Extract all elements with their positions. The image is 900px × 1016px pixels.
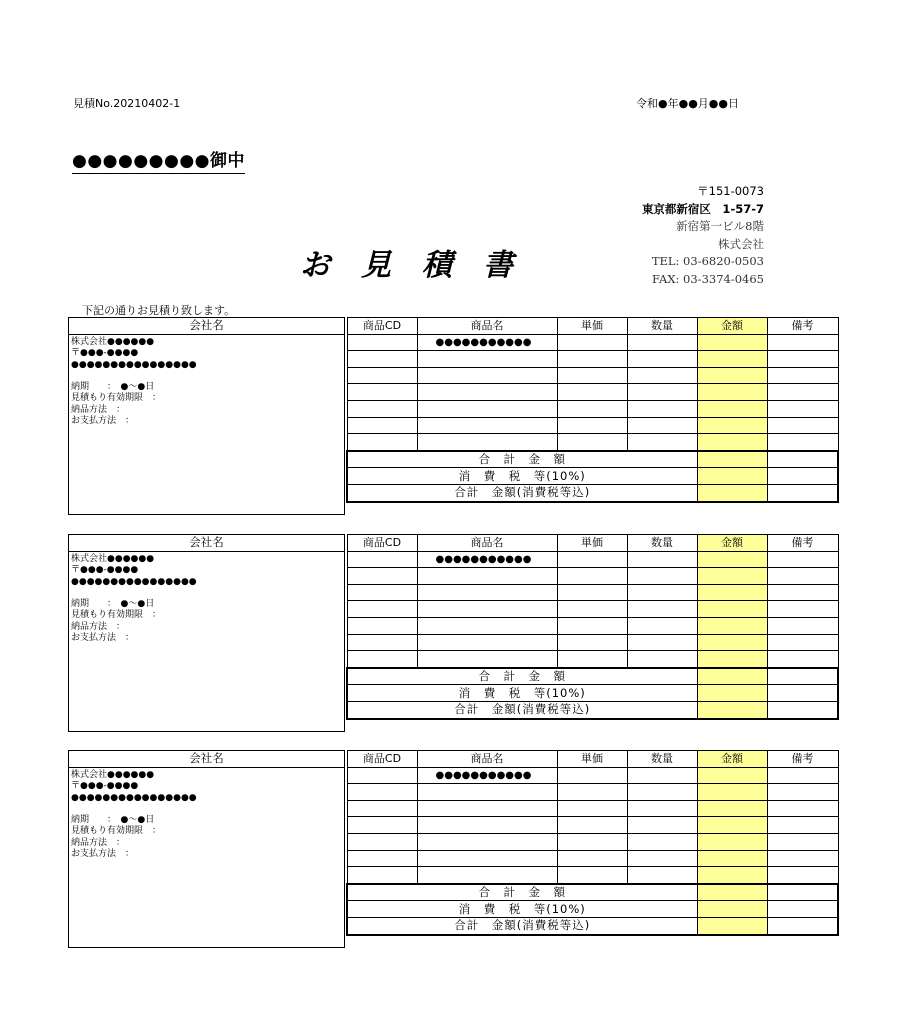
grand-total-remarks[interactable] [767,701,838,718]
company-header: 会社名 [69,751,344,768]
item-unit-price-cell[interactable] [557,551,627,568]
customer-company: 株式会社●●●●●● [71,337,155,347]
item-name-cell[interactable]: ●●●●●●●●●●● [417,767,557,784]
item-name-cell[interactable] [417,568,557,585]
item-row [347,417,838,434]
issue-date: 令和●年●●月●●日 [636,97,739,110]
item-amount-cell[interactable] [697,367,767,384]
item-code-cell[interactable] [347,351,417,368]
item-name-cell[interactable] [417,617,557,634]
item-name-cell[interactable] [417,651,557,668]
item-code-cell[interactable] [347,833,417,850]
customer-postal: 〒●●●-●●●● [71,781,139,792]
spacer [71,804,342,815]
item-unit-price-cell[interactable] [557,767,627,784]
item-amount-cell[interactable] [697,400,767,417]
customer-company: 株式会社●●●●●● [71,770,155,780]
item-remarks-cell[interactable] [767,400,838,417]
subtotal-amount[interactable] [697,884,767,901]
item-row [347,767,838,784]
tax-row [347,685,838,702]
tax-remarks[interactable] [767,468,838,485]
item-row [347,817,838,834]
customer-postal: 〒●●●-●●●● [71,348,139,359]
item-code-cell[interactable] [347,867,417,884]
tax-label: 消 費 税 等(10%) [347,468,697,485]
item-name-cell[interactable] [417,800,557,817]
item-quantity-cell[interactable] [627,551,697,568]
item-name-cell[interactable] [417,417,557,434]
item-quantity-cell[interactable] [627,651,697,668]
sender-address: 東京都新宿区 1-57-7 [641,201,764,216]
items-header-row [347,535,838,552]
subtotal-row [347,884,838,901]
item-name-cell[interactable] [417,584,557,601]
item-unit-price-cell[interactable] [557,434,627,451]
item-amount-cell[interactable] [697,817,767,834]
grand-total-row [347,701,838,718]
item-amount-cell[interactable] [697,784,767,801]
item-row [347,850,838,867]
grand-total-label: 合計 金額(消費税等込) [347,917,697,934]
item-row [347,400,838,417]
item-unit-price-cell[interactable] [557,367,627,384]
grand-total-amount[interactable] [697,701,767,718]
header-amount: 金額 [697,751,767,768]
sender-postal: 〒151-0073 [697,184,764,198]
item-name-cell[interactable] [417,817,557,834]
header-quantity: 数量 [627,751,697,768]
item-quantity-cell[interactable] [627,417,697,434]
item-remarks-cell[interactable] [767,833,838,850]
validity-label: 見積もり有効期限 ： [71,393,162,404]
item-code-cell[interactable] [347,551,417,568]
header-quantity: 数量 [627,535,697,552]
payment-method-label: お支払方法 ： [71,416,135,427]
item-name-cell[interactable] [417,601,557,618]
item-remarks-cell[interactable] [767,817,838,834]
item-quantity-cell[interactable] [627,817,697,834]
item-remarks-cell[interactable] [767,767,838,784]
item-row [347,351,838,368]
item-amount-cell[interactable] [697,334,767,351]
customer-info [69,768,344,862]
item-row [347,784,838,801]
item-row [347,384,838,401]
tax-amount[interactable] [697,468,767,485]
item-code-cell[interactable] [347,634,417,651]
payment-method-label: お支払方法 ： [71,633,135,644]
item-amount-cell[interactable] [697,833,767,850]
item-name-cell[interactable] [417,384,557,401]
items-header-row [347,318,838,335]
item-name-cell[interactable]: ●●●●●●●●●●● [417,334,557,351]
item-code-cell[interactable] [347,434,417,451]
item-code-cell[interactable] [347,400,417,417]
item-code-cell[interactable] [347,417,417,434]
item-row [347,584,838,601]
customer-panel [68,750,345,948]
item-code-cell[interactable] [347,850,417,867]
subtotal-remarks[interactable] [767,451,838,468]
item-quantity-cell[interactable] [627,867,697,884]
item-unit-price-cell[interactable] [557,334,627,351]
item-quantity-cell[interactable] [627,400,697,417]
quote-block [68,317,836,517]
grand-total-row [347,484,838,501]
item-quantity-cell[interactable] [627,833,697,850]
tax-amount[interactable] [697,685,767,702]
item-unit-price-cell[interactable] [557,617,627,634]
item-unit-price-cell[interactable] [557,384,627,401]
item-amount-cell[interactable] [697,434,767,451]
grand-total-remarks[interactable] [767,484,838,501]
header-quantity: 数量 [627,318,697,335]
delivery-date-label: 納期 ： ●～●日 [71,382,155,393]
payment-method-label: お支払方法 ： [71,849,135,860]
header-amount: 金額 [697,535,767,552]
item-amount-cell[interactable] [697,551,767,568]
item-amount-cell[interactable] [697,767,767,784]
item-amount-cell[interactable] [697,568,767,585]
tax-row [347,468,838,485]
item-row [347,334,838,351]
item-name-cell[interactable] [417,367,557,384]
item-unit-price-cell[interactable] [557,817,627,834]
subtotal-row [347,668,838,685]
item-row [347,833,838,850]
customer-company: 株式会社●●●●●● [71,554,155,564]
item-unit-price-cell[interactable] [557,417,627,434]
subtotal-remarks[interactable] [767,884,838,901]
item-unit-price-cell[interactable] [557,784,627,801]
item-name-cell[interactable] [417,400,557,417]
item-unit-price-cell[interactable] [557,833,627,850]
item-code-cell[interactable] [347,651,417,668]
item-name-cell[interactable] [417,850,557,867]
item-quantity-cell[interactable] [627,367,697,384]
header-amount: 金額 [697,318,767,335]
header-product-name: 商品名 [417,535,557,552]
item-code-cell[interactable] [347,817,417,834]
item-quantity-cell[interactable] [627,850,697,867]
subtotal-row [347,451,838,468]
sender-building: 新宿第一ビル8階 [676,219,764,233]
item-amount-cell[interactable] [697,850,767,867]
tax-amount[interactable] [697,901,767,918]
item-row [347,434,838,451]
subtotal-amount[interactable] [697,451,767,468]
item-amount-cell[interactable] [697,867,767,884]
customer-postal: 〒●●●-●●●● [71,565,139,576]
tax-remarks[interactable] [767,685,838,702]
item-quantity-cell[interactable] [627,351,697,368]
item-remarks-cell[interactable] [767,867,838,884]
item-remarks-cell[interactable] [767,568,838,585]
item-unit-price-cell[interactable] [557,634,627,651]
item-quantity-cell[interactable] [627,767,697,784]
item-amount-cell[interactable] [697,417,767,434]
quote-block [68,534,836,734]
item-code-cell[interactable] [347,584,417,601]
grand-total-label: 合計 金額(消費税等込) [347,701,697,718]
item-name-cell[interactable] [417,867,557,884]
item-quantity-cell[interactable] [627,601,697,618]
intro-text: 下記の通りお見積り致します。 [82,304,236,317]
customer-address: ●●●●●●●●●●●●●●●● [71,576,197,587]
grand-total-row [347,917,838,934]
item-quantity-cell[interactable] [627,617,697,634]
delivery-method-label: 納品方法 ： [71,837,126,848]
sender-block [560,183,764,288]
item-row [347,568,838,585]
item-code-cell[interactable] [347,784,417,801]
header-remarks: 備考 [767,318,838,335]
header-product-code: 商品CD [347,318,417,335]
customer-address: ●●●●●●●●●●●●●●●● [71,792,197,803]
item-name-cell[interactable] [417,634,557,651]
item-code-cell[interactable] [347,334,417,351]
item-code-cell[interactable] [347,767,417,784]
grand-total-amount[interactable] [697,917,767,934]
item-unit-price-cell[interactable] [557,568,627,585]
recipient-name: ●●●●●●●●●御中 [72,146,245,174]
item-unit-price-cell[interactable] [557,400,627,417]
item-remarks-cell[interactable] [767,384,838,401]
customer-info [69,335,344,429]
item-code-cell[interactable] [347,800,417,817]
item-name-cell[interactable] [417,434,557,451]
header-product-code: 商品CD [347,751,417,768]
estimate-number: 見積No.20210402-1 [73,97,181,110]
item-unit-price-cell[interactable] [557,867,627,884]
item-row [347,601,838,618]
item-amount-cell[interactable] [697,384,767,401]
item-remarks-cell[interactable] [767,784,838,801]
item-unit-price-cell[interactable] [557,351,627,368]
item-amount-cell[interactable] [697,351,767,368]
company-header: 会社名 [69,535,344,552]
item-remarks-cell[interactable] [767,634,838,651]
item-remarks-cell[interactable] [767,417,838,434]
item-code-cell[interactable] [347,384,417,401]
item-quantity-cell[interactable] [627,584,697,601]
item-remarks-cell[interactable] [767,367,838,384]
tax-label: 消 費 税 等(10%) [347,685,697,702]
header-remarks: 備考 [767,535,838,552]
item-name-cell[interactable] [417,351,557,368]
item-unit-price-cell[interactable] [557,800,627,817]
subtotal-amount[interactable] [697,668,767,685]
subtotal-remarks[interactable] [767,668,838,685]
grand-total-remarks[interactable] [767,917,838,934]
item-amount-cell[interactable] [697,800,767,817]
subtotal-label: 合 計 金 額 [347,668,697,685]
item-amount-cell[interactable] [697,617,767,634]
item-row [347,634,838,651]
item-row [347,800,838,817]
delivery-date-label: 納期 ： ●～●日 [71,815,155,826]
item-name-cell[interactable] [417,784,557,801]
item-quantity-cell[interactable] [627,800,697,817]
quote-block [68,750,836,950]
customer-address: ●●●●●●●●●●●●●●●● [71,359,197,370]
sender-tel: TEL: 03-6820-0503 [651,254,764,268]
subtotal-label: 合 計 金 額 [347,884,697,901]
item-row [347,551,838,568]
item-unit-price-cell[interactable] [557,651,627,668]
sender-fax: FAX: 03-3374-0465 [652,271,764,286]
item-quantity-cell[interactable] [627,384,697,401]
item-remarks-cell[interactable] [767,351,838,368]
delivery-date-label: 納期 ： ●～●日 [71,599,155,610]
spacer [71,588,342,599]
customer-panel [68,317,345,515]
tax-row [347,901,838,918]
item-unit-price-cell[interactable] [557,584,627,601]
validity-label: 見積もり有効期限 ： [71,826,162,837]
items-header-row [347,751,838,768]
delivery-method-label: 納品方法 ： [71,404,126,415]
grand-total-label: 合計 金額(消費税等込) [347,484,697,501]
tax-label: 消 費 税 等(10%) [347,901,697,918]
item-remarks-cell[interactable] [767,850,838,867]
item-remarks-cell[interactable] [767,434,838,451]
header-product-code: 商品CD [347,535,417,552]
item-amount-cell[interactable] [697,601,767,618]
item-unit-price-cell[interactable] [557,850,627,867]
tax-remarks[interactable] [767,901,838,918]
items-table [346,750,839,936]
item-row [347,651,838,668]
item-quantity-cell[interactable] [627,568,697,585]
item-row [347,867,838,884]
item-row [347,367,838,384]
header-unit-price: 単価 [557,318,627,335]
document-title: お見積書 [300,248,544,283]
validity-label: 見積もり有効期限 ： [71,610,162,621]
item-row [347,617,838,634]
item-remarks-cell[interactable] [767,651,838,668]
delivery-method-label: 納品方法 ： [71,621,126,632]
items-table [346,317,839,503]
subtotal-label: 合 計 金 額 [347,451,697,468]
item-remarks-cell[interactable] [767,617,838,634]
item-quantity-cell[interactable] [627,434,697,451]
header-remarks: 備考 [767,751,838,768]
header-unit-price: 単価 [557,535,627,552]
item-quantity-cell[interactable] [627,634,697,651]
item-remarks-cell[interactable] [767,551,838,568]
item-remarks-cell[interactable] [767,800,838,817]
item-name-cell[interactable]: ●●●●●●●●●●● [417,551,557,568]
company-header: 会社名 [69,318,344,335]
item-remarks-cell[interactable] [767,584,838,601]
header-product-name: 商品名 [417,318,557,335]
item-amount-cell[interactable] [697,634,767,651]
customer-info [69,552,344,646]
customer-panel [68,534,345,732]
item-code-cell[interactable] [347,367,417,384]
grand-total-amount[interactable] [697,484,767,501]
item-remarks-cell[interactable] [767,334,838,351]
item-remarks-cell[interactable] [767,601,838,618]
item-unit-price-cell[interactable] [557,601,627,618]
header-unit-price: 単価 [557,751,627,768]
item-quantity-cell[interactable] [627,334,697,351]
item-quantity-cell[interactable] [627,784,697,801]
item-amount-cell[interactable] [697,584,767,601]
item-code-cell[interactable] [347,601,417,618]
item-name-cell[interactable] [417,833,557,850]
items-table [346,534,839,720]
item-code-cell[interactable] [347,568,417,585]
item-amount-cell[interactable] [697,651,767,668]
header-product-name: 商品名 [417,751,557,768]
spacer [71,371,342,382]
item-code-cell[interactable] [347,617,417,634]
sender-company: 株式会社 [718,236,764,251]
